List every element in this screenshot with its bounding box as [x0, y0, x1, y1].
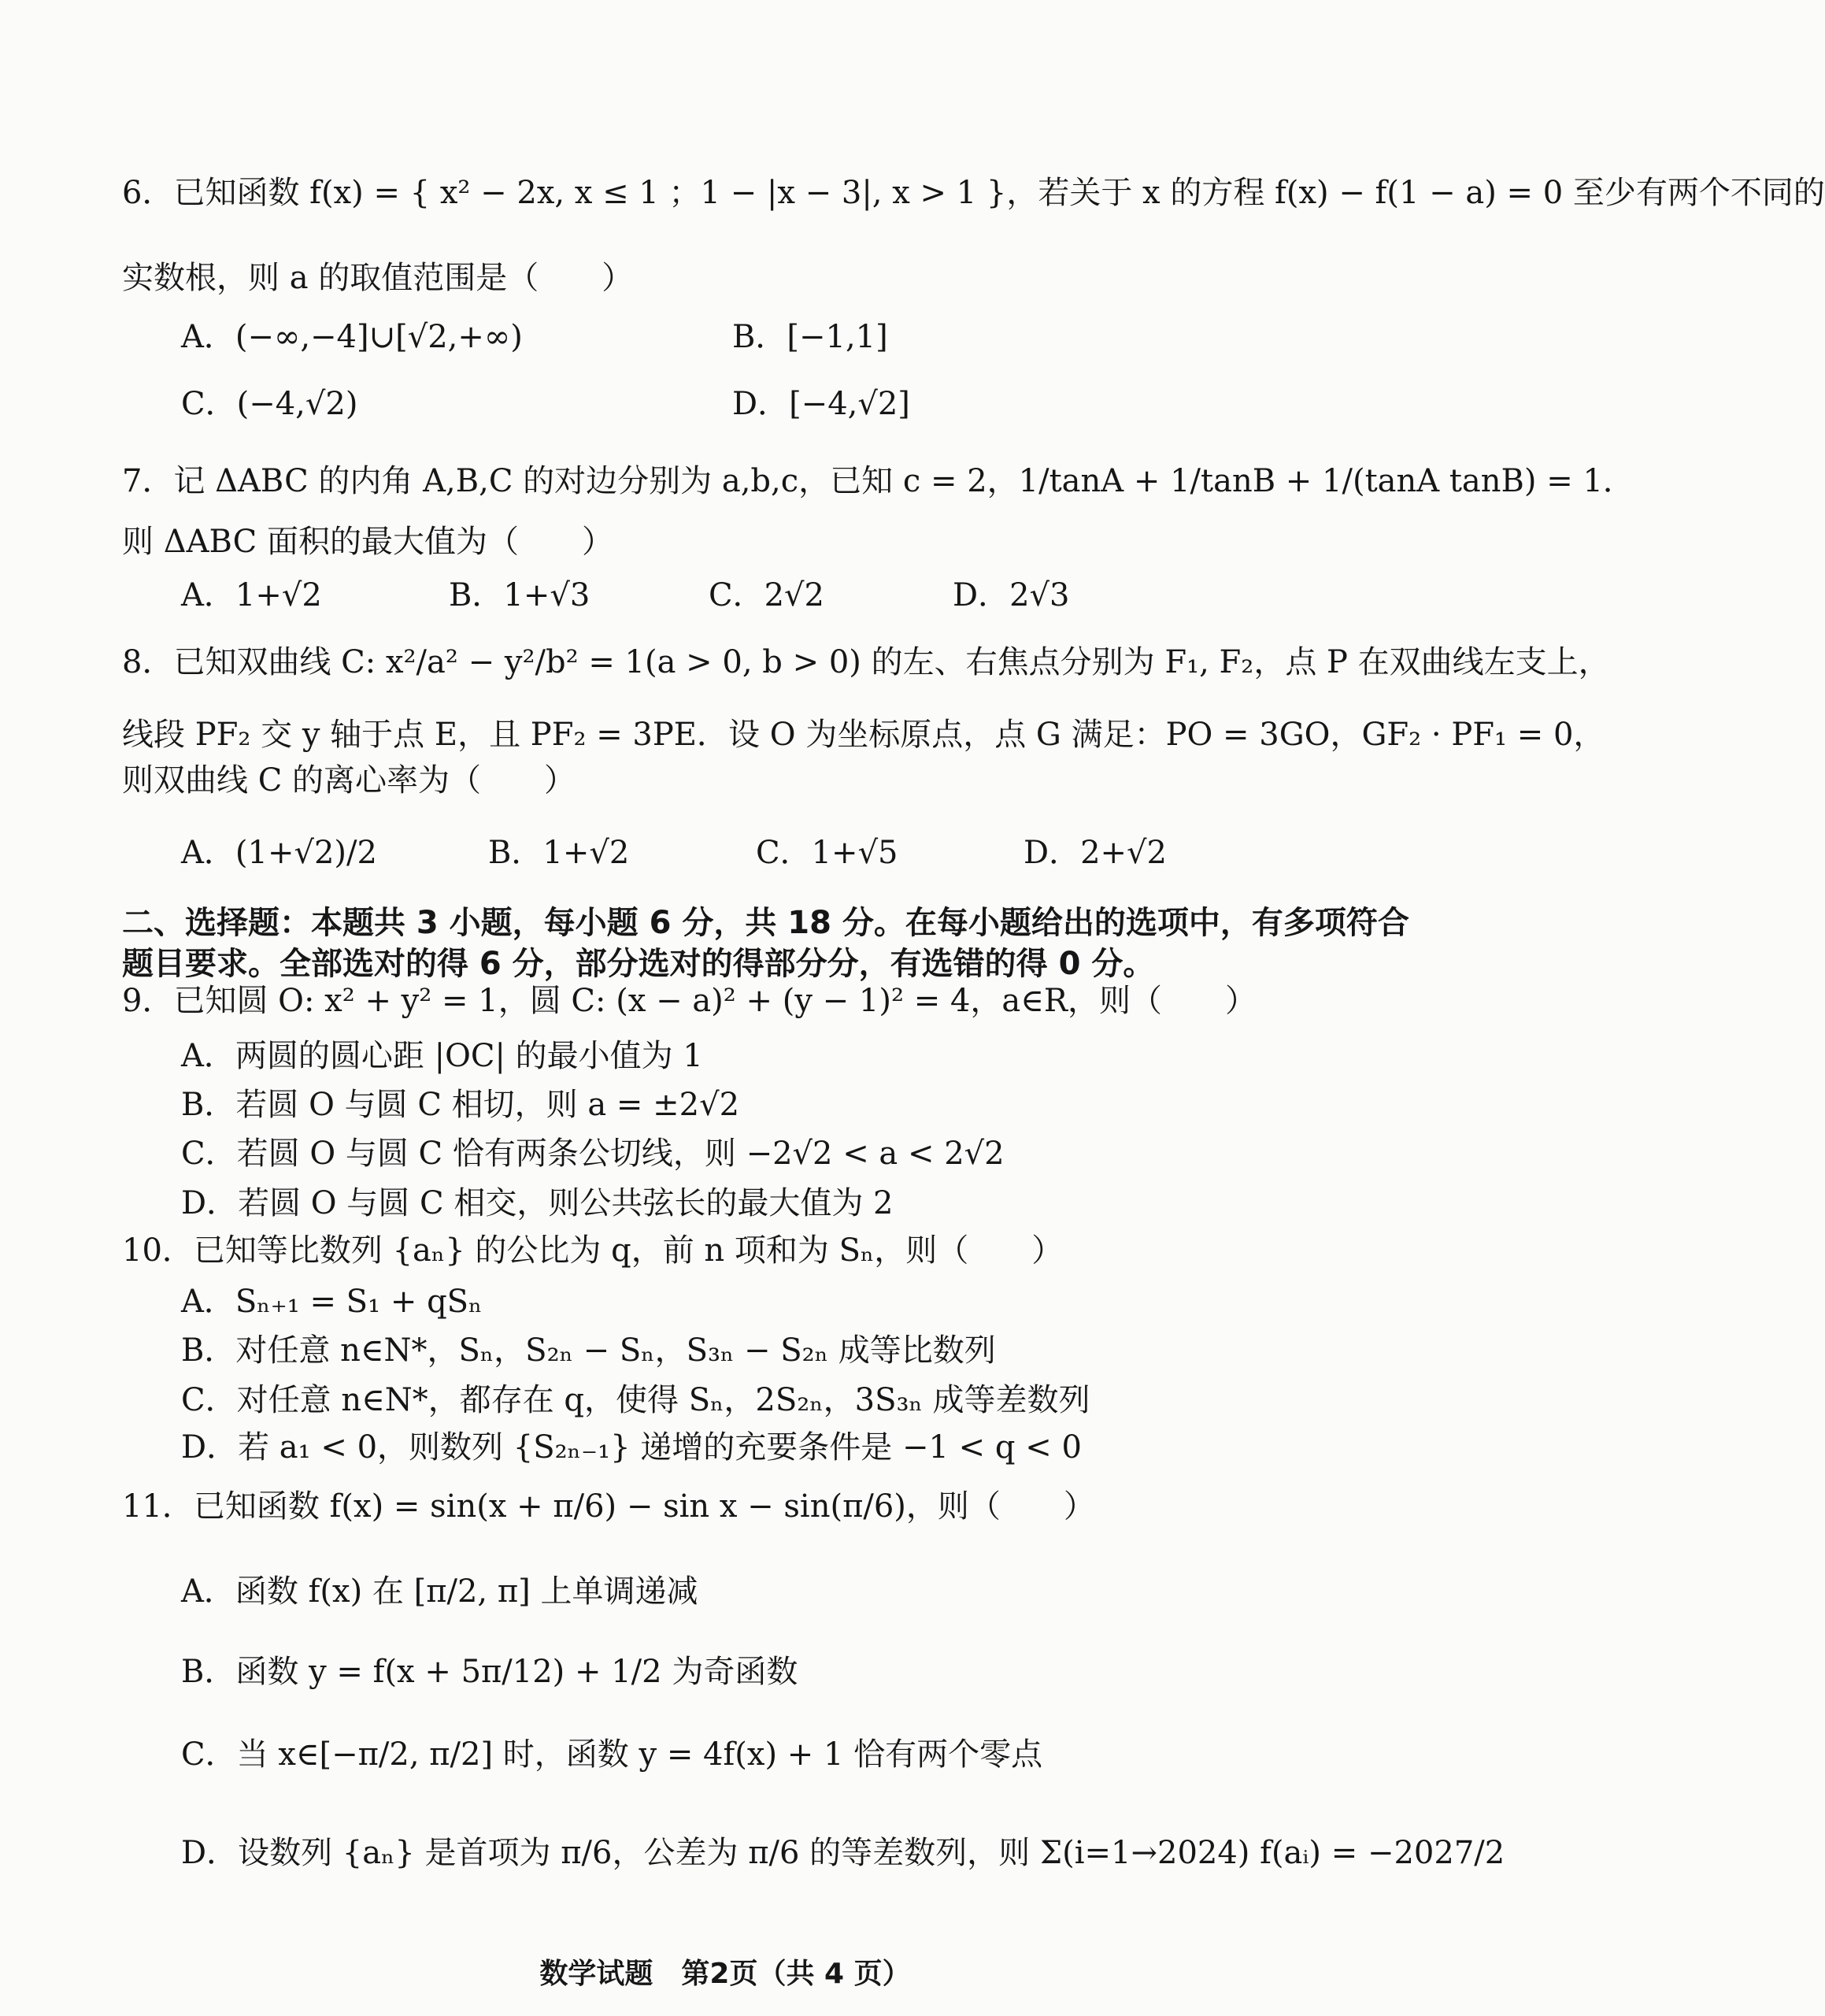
q6-option-c: C．(−4,√2) [181, 386, 358, 422]
q9-option-b: B．若圆 O 与圆 C 相切，则 a = ±2√2 [181, 1087, 740, 1123]
q9-option-d: D．若圆 O 与圆 C 相交，则公共弦长的最大值为 2 [181, 1185, 894, 1221]
q8-option-c: C．1+√5 [756, 835, 898, 871]
q9-option-c: C．若圆 O 与圆 C 恰有两条公切线，则 −2√2 < a < 2√2 [181, 1136, 1005, 1172]
section2-heading-line2: 题目要求。全部选对的得 6 分，部分选对的得部分分，有选错的得 0 分。 [122, 946, 1155, 982]
q11-option-c: C．当 x∈[−π/2, π/2] 时，函数 y = 4f(x) + 1 恰有两个零点 [181, 1736, 1043, 1773]
q10-option-a: A．Sₙ₊₁ = S₁ + qSₙ [181, 1284, 483, 1320]
q10-option-b: B．对任意 n∈N*，Sₙ，S₂ₙ − Sₙ，S₃ₙ − S₂ₙ 成等比数列 [181, 1332, 996, 1369]
q9-stem: 9．已知圆 O: x² + y² = 1，圆 C: (x − a)² + (y − 1)² = 4，a∈R，则（ ） [122, 983, 1257, 1019]
q6-option-b: B．[−1,1] [732, 319, 888, 355]
q7-option-a: A．1+√2 [181, 577, 322, 613]
q8-option-d: D．2+√2 [1024, 835, 1167, 871]
q6-option-d: D．[−4,√2] [732, 386, 910, 422]
q8-stem-continued-1: 线段 PF₂ 交 y 轴于点 E，且 PF₂ = 3PE．设 O 为坐标原点，点 G 满足：PO = 3GO，GF₂ · PF₁ = 0， [122, 717, 1605, 753]
page-footer: 数学试题 第2页（共 4 页） [539, 1958, 911, 1990]
q10-stem: 10．已知等比数列 {aₙ} 的公比为 q，前 n 项和为 Sₙ，则（ ） [122, 1232, 1064, 1269]
q6-option-a: A．(−∞,−4]∪[√2,+∞) [181, 319, 523, 355]
q11-stem: 11．已知函数 f(x) = sin(x + π/6) − sin x − sin(π/6)，则（ ） [122, 1488, 1095, 1525]
q11-option-d: D．设数列 {aₙ} 是首项为 π/6，公差为 π/6 的等差数列，则 Σ(i=1→2024) f(aᵢ) = −2027/2 [181, 1835, 1505, 1871]
q7-option-b: B．1+√3 [449, 577, 590, 613]
q7-stem-continued: 则 ΔABC 面积的最大值为（ ） [122, 524, 613, 560]
q10-option-c: C．对任意 n∈N*，都存在 q，使得 Sₙ，2S₂ₙ，3S₃ₙ 成等差数列 [181, 1382, 1090, 1418]
q11-option-b: B．函数 y = f(x + 5π/12) + 1/2 为奇函数 [181, 1654, 798, 1690]
q11-option-a: A．函数 f(x) 在 [π/2, π] 上单调递减 [181, 1573, 698, 1610]
q8-option-b: B．1+√2 [488, 835, 630, 871]
q6-stem: 6．已知函数 f(x) = { x² − 2x, x ≤ 1 ；1 − |x − 3|, x > 1 }，若关于 x 的方程 f(x) − f(1 − a) = 0 至少有两个不同的 [122, 175, 1825, 211]
q6-stem-continued: 实数根，则 a 的取值范围是（ ） [122, 260, 634, 296]
q8-stem-continued-2: 则双曲线 C 的离心率为（ ） [122, 762, 576, 799]
q10-option-d: D．若 a₁ < 0，则数列 {S₂ₙ₋₁} 递增的充要条件是 −1 < q < 0 [181, 1429, 1082, 1466]
q7-option-c: C．2√2 [709, 577, 824, 613]
q7-stem: 7．记 ΔABC 的内角 A,B,C 的对边分别为 a,b,c，已知 c = 2，1/tanA + 1/tanB + 1/(tanA tanB) = 1． [122, 463, 1634, 499]
q8-option-a: A．(1+√2)/2 [181, 835, 377, 871]
q7-option-d: D．2√3 [953, 577, 1070, 613]
q9-option-a: A．两圆的圆心距 |OC| 的最小值为 1 [181, 1038, 703, 1074]
section2-heading-line1: 二、选择题：本题共 3 小题，每小题 6 分，共 18 分。在每小题给出的选项中，有多项符合 [122, 905, 1409, 941]
q8-stem: 8．已知双曲线 C: x²/a² − y²/b² = 1(a > 0, b > 0) 的左、右焦点分别为 F₁, F₂，点 P 在双曲线左支上， [122, 644, 1610, 680]
